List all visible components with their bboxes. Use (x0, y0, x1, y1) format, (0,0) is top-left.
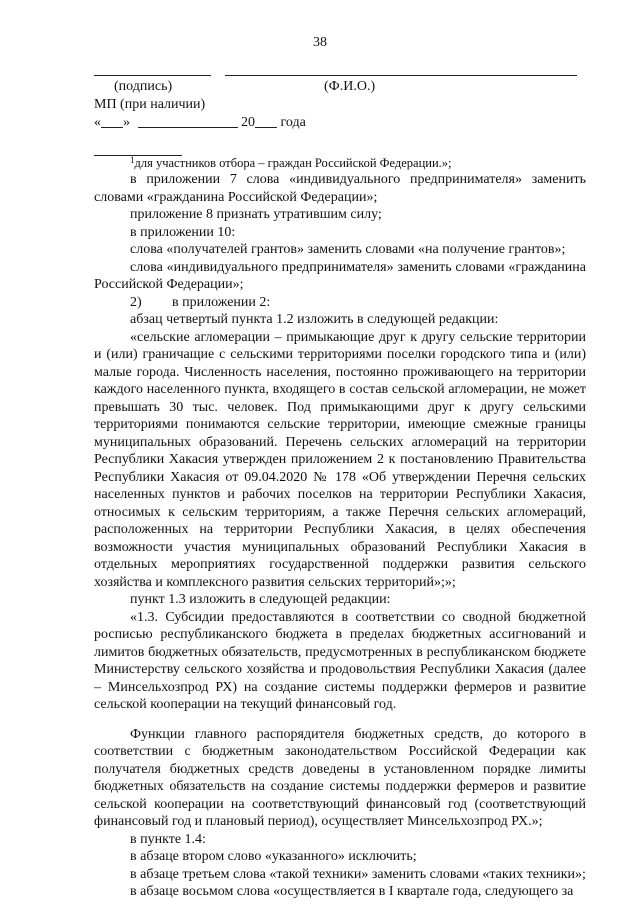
paragraph: «сельские агломерации – примыкающие друг к другу сельские территории и (или) граничащие с сельскими территориями поселки городского типа и (или) малые города. Численность населения, постоянно проживающего на территории каждого населенного пункта, входящего в состав сельской агломерации, не может превышать 30 тыс. человек. Под примыкающими друг к другу сельскими территориями понимаются сельские территории, имеющие смежные границы муниципальных образований. Перечень сельских агломераций на территории Республики Хакасия утвержден приложением 2 к постановлению Правительства Республики Хакасия от 09.04.2020 № 178 «Об утверждении Перечня сельских населенных пунктов и рабочих поселков на территории Республики Хакасия, относимых к сельским территориям, а также Перечня сельских агломераций, расположенных на территории Республики Хакасия, в целях обеспечения возможности участия муниципальных образований Республики Хакасия в отдельных мероприятиях государственной поддержки развития сельского хозяйства и комплексного развития сельских территорий»;»; (94, 329, 586, 590)
paragraph: абзац четвертый пункта 1.2 изложить в следующей редакции: (130, 312, 499, 327)
list-item-text: в приложении 2: (172, 294, 271, 310)
footnote-marker: 1 (130, 155, 135, 165)
paragraph: пункт 1.3 изложить в следующей редакции: (130, 592, 391, 607)
paragraph: слова «индивидуального предпринимателя» заменить словами «гражданина Российской Федерации»; (94, 259, 586, 292)
fio-caption: (Ф.И.О.) (324, 79, 376, 94)
paragraph: в абзаце втором слово «указанного» исключить; (130, 849, 417, 864)
document-body (94, 171, 586, 901)
signature-caption: (подпись) (114, 79, 173, 94)
paragraph: в пункте 1.4: (130, 831, 206, 847)
date-year-suffix: года (280, 115, 306, 130)
paragraph: Функции главного распорядителя бюджетных средств, до которого в соответствии с бюджетным законодательством Российской Федерации как получателя бюджетных средств доведены в установленном порядке лимиты бюджетных обязательств на создание системы поддержки фермеров и развитие сельской кооперации на соответствующий финансовый год (соответствующий финансовый год и плановый период), осуществляет Минсельхозпрод РХ.»; (94, 726, 586, 829)
signature-line (94, 75, 211, 76)
date-month-blank (138, 115, 238, 128)
paragraph: приложение 8 признать утратившим силу; (130, 207, 382, 222)
paragraph: в абзаце третьем слова «такой техники» заменить словами «таких техники»; (130, 866, 586, 882)
list-item-2 (94, 294, 586, 312)
page-number: 38 (313, 35, 327, 50)
paragraph: слова «получателей грантов» заменить словами «на получение грантов»; (130, 242, 566, 257)
date-quote-open: « (94, 115, 101, 130)
date-quote-close: » (123, 115, 130, 130)
list-item-number: 2) (130, 294, 142, 310)
stamp-caption: МП (при наличии) (94, 97, 206, 112)
paragraph: «1.3. Субсидии предоставляются в соответствии со сводной бюджетной росписью республиканского бюджета в пределах бюджетных ассигнований и лимитов бюджетных обязательств, предусмотренных в республиканском бюджете Министерству сельского хозяйства и продовольствия Республики Хакасия (далее – Минсельхозпрод РХ) на создание системы поддержки фермеров и развитие сельской кооперации на текущий финансовый год. (94, 609, 586, 712)
date-year-prefix: 20 (241, 115, 255, 130)
paragraph: в приложении 7 слова «индивидуального предпринимателя» заменить словами «гражданина Российской Федерации»; (94, 172, 586, 205)
fio-line (225, 75, 577, 76)
paragraph: в приложении 10: (130, 224, 236, 240)
footnote-text: для участников отбора – граждан Российской Федерации.»; (134, 156, 452, 170)
footnote (130, 155, 452, 171)
date-year-blank (255, 115, 277, 128)
paragraph: в абзаце восьмом слова «осуществляется в I квартале года, следующего за (130, 884, 574, 899)
date-day-blank (101, 115, 123, 128)
date-line (94, 114, 306, 132)
